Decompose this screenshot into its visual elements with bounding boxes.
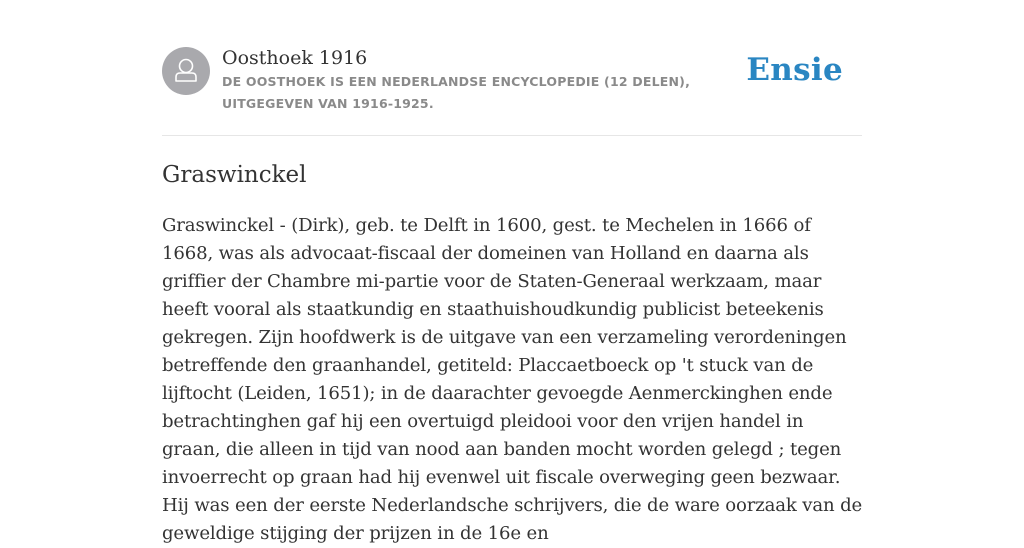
entry-body-text: Graswinckel - (Dirk), geb. te Delft in 1600, gest. te Mechelen in 1666 of 1668, was als advocaat-fiscaal der domeinen van Holland en daarna als griffier der Chambre mi-partie voor de Staten-Generaal werkzaam, maar heeft vooral als staatkundig en staathuishoudkundig publicist beteekenis gekregen. Zijn hoofdwerk is de uitgave van een verzameling verordeningen betreffende den graanhandel, getiteld: Placcaetboeck op 't stuck van de lijftocht (Leiden, 1651); in de daarachter gevoegde Aenmerckinghen ende betrachtinghen gaf hij een overtuigd pleidooi voor den vrijen handel in graan, die alleen in tijd van nood aan banden mocht worden gelegd ; tegen invoerrecht op graan had hij evenwel uit fiscale overweging geen bezwaar. Hij was een der eerste Nederlandsche schrijvers, die de ware oorzaak van de geweldige stijging der prijzen in de 16e en (162, 215, 863, 544)
source-description: DE OOSTHOEK IS EEN NEDERLANDSE ENCYCLOPEDIE (12 DELEN), UITGEGEVEN VAN 1916-1925. (222, 74, 691, 111)
source-header (162, 44, 862, 136)
entry-title: Graswinckel (162, 162, 307, 188)
source-title[interactable]: Oosthoek 1916 (222, 47, 368, 69)
user-icon[interactable] (162, 47, 210, 95)
ensie-logo-link[interactable]: Ensie (746, 52, 843, 88)
